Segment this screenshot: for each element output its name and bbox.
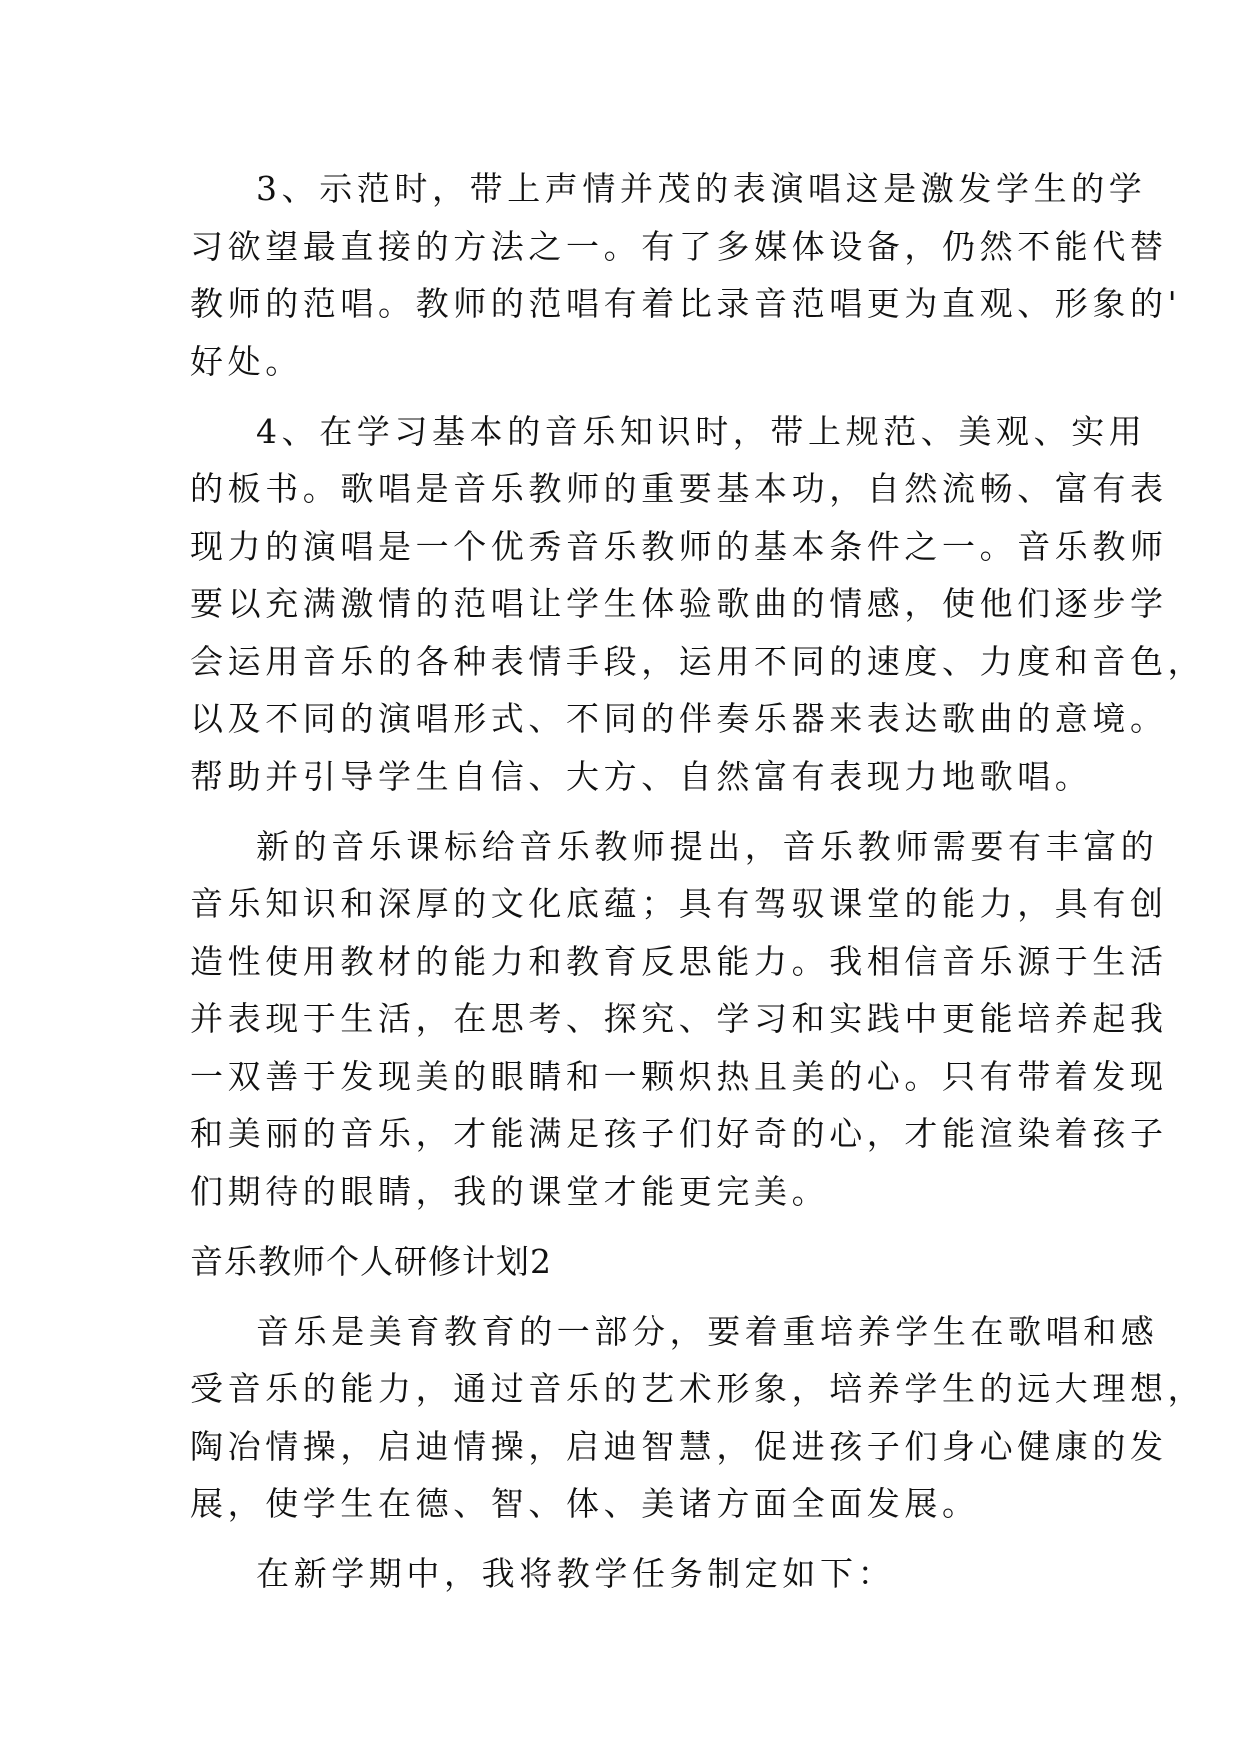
text-line: 在新学期中，我将教学任务制定如下： [256, 1554, 896, 1593]
document-body [190, 160, 1206, 1603]
paragraph-aesthetic-education [190, 1303, 1206, 1533]
text-line: 帮助并引导学生自信、大方、自然富有表现力地歌唱。 [190, 756, 1093, 796]
text-line: 一双善于发现美的眼睛和一颗炽热且美的心。只有带着发现 [190, 1056, 1168, 1096]
text-line: 教师的范唱。教师的范唱有着比录音范唱更为直观、形象的' [190, 284, 1182, 323]
text-line: 造性使用教材的能力和教育反思能力。我相信音乐源于生活 [190, 941, 1168, 981]
text-line: 现力的演唱是一个优秀音乐教师的基本条件之一。音乐教师 [190, 526, 1168, 566]
text-line: 要以充满激情的范唱让学生体验歌曲的情感，使他们逐步学 [190, 584, 1168, 623]
paragraph-blackboard-writing [190, 403, 1206, 806]
paragraph-curriculum-standard [190, 818, 1168, 1221]
text-line: 好处。 [190, 341, 303, 381]
text-line: 和美丽的音乐，才能满足孩子们好奇的心，才能渲染着孩子 [190, 1114, 1168, 1153]
text-line: 新的音乐课标给音乐教师提出，音乐教师需要有丰富的 [256, 826, 1159, 866]
text-line: 音乐知识和深厚的文化底蕴；具有驾驭课堂的能力，具有创 [190, 884, 1168, 923]
text-line: 的板书。歌唱是音乐教师的重要基本功，自然流畅、富有表 [190, 469, 1168, 508]
text-line: 陶冶情操，启迪情操，启迪智慧，促进孩子们身心健康的发 [190, 1426, 1168, 1466]
paragraph-demonstration [190, 160, 1182, 390]
text-line: 习欲望最直接的方法之一。有了多媒体设备，仍然不能代替 [190, 226, 1168, 266]
text-line: 4、在学习基本的音乐知识时，带上规范、美观、实用 [256, 411, 1147, 451]
text-line: 以及不同的演唱形式、不同的伴奏乐器来表达歌曲的意境。 [190, 699, 1168, 738]
section-heading: 音乐教师个人研修计划2 [190, 1241, 552, 1281]
paragraph-teaching-tasks [190, 1545, 1070, 1603]
text-line: 受音乐的能力，通过音乐的艺术形象，培养学生的远大理想， [190, 1369, 1206, 1408]
text-line: 3、示范时，带上声情并茂的表演唱这是激发学生的学 [256, 169, 1147, 208]
text-line: 会运用音乐的各种表情手段，运用不同的速度、力度和音色， [190, 641, 1206, 681]
text-line: 展，使学生在德、智、体、美诸方面全面发展。 [190, 1484, 980, 1523]
text-line: 并表现于生活，在思考、探究、学习和实践中更能培养起我 [190, 999, 1168, 1038]
text-line: 音乐是美育教育的一部分，要着重培养学生在歌唱和感 [256, 1311, 1159, 1351]
text-line: 们期待的眼睛，我的课堂才能更完美。 [190, 1171, 830, 1211]
